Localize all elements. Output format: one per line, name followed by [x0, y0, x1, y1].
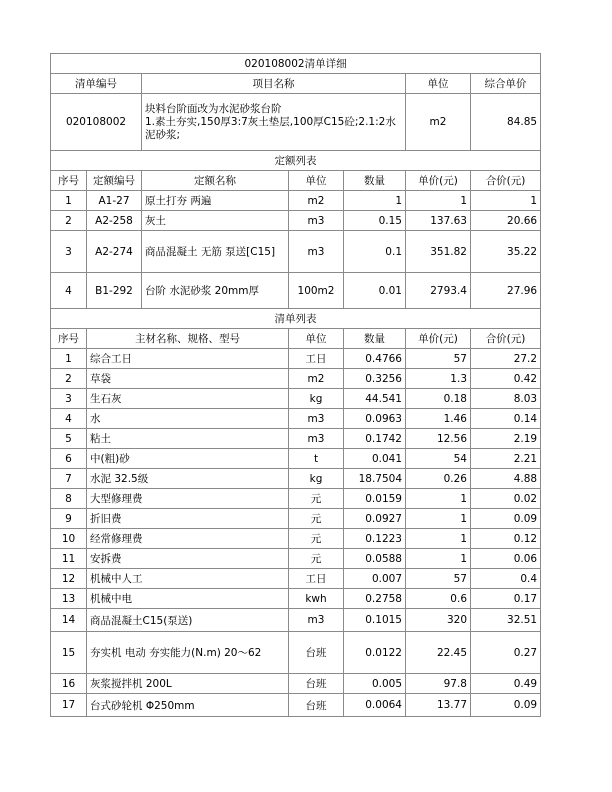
- quota-header-unit: 单位: [289, 171, 344, 191]
- material-cell-total: 0.09: [471, 509, 541, 529]
- material-row: [51, 369, 541, 389]
- material-cell-qty: 0.1742: [344, 429, 406, 449]
- material-cell-seq: 10: [51, 529, 87, 549]
- material-cell-name: 安拆费: [87, 549, 289, 569]
- quota-cell-total: 20.66: [471, 211, 541, 231]
- material-cell-unit: 元: [289, 509, 344, 529]
- material-cell-qty: 0.1223: [344, 529, 406, 549]
- material-header-total: 合价(元): [471, 329, 541, 349]
- material-cell-unit: 元: [289, 489, 344, 509]
- material-cell-qty: 18.7504: [344, 469, 406, 489]
- quota-cell-unit: m3: [289, 211, 344, 231]
- material-header-name: 主材名称、规格、型号: [87, 329, 289, 349]
- material-cell-qty: 0.4766: [344, 349, 406, 369]
- material-cell-total: 0.17: [471, 589, 541, 609]
- material-cell-price: 320: [406, 609, 471, 632]
- material-cell-qty: 44.541: [344, 389, 406, 409]
- material-cell-name: 大型修理费: [87, 489, 289, 509]
- material-cell-total: 0.06: [471, 549, 541, 569]
- material-cell-price: 0.6: [406, 589, 471, 609]
- material-cell-price: 0.26: [406, 469, 471, 489]
- material-row: [51, 349, 541, 369]
- material-cell-seq: 7: [51, 469, 87, 489]
- quota-cell-qty: 0.1: [344, 231, 406, 273]
- material-cell-qty: 0.0927: [344, 509, 406, 529]
- material-cell-name: 综合工日: [87, 349, 289, 369]
- material-cell-unit: kwh: [289, 589, 344, 609]
- material-cell-name: 中(粗)砂: [87, 449, 289, 469]
- quota-cell-qty: 1: [344, 191, 406, 211]
- material-cell-unit: kg: [289, 469, 344, 489]
- material-cell-name: 生石灰: [87, 389, 289, 409]
- material-cell-total: 8.03: [471, 389, 541, 409]
- material-row: [51, 509, 541, 529]
- quota-cell-total: 1: [471, 191, 541, 211]
- quota-header-code: 定额编号: [87, 171, 142, 191]
- material-cell-price: 13.77: [406, 694, 471, 717]
- material-cell-name: 机械中电: [87, 589, 289, 609]
- quota-cell-unit: m2: [289, 191, 344, 211]
- material-cell-price: 12.56: [406, 429, 471, 449]
- material-cell-unit: m3: [289, 429, 344, 449]
- material-cell-price: 97.8: [406, 674, 471, 694]
- material-row: [51, 489, 541, 509]
- material-cell-name: 水泥 32.5级: [87, 469, 289, 489]
- material-cell-total: 0.02: [471, 489, 541, 509]
- material-cell-total: 27.2: [471, 349, 541, 369]
- material-cell-unit: 元: [289, 529, 344, 549]
- quota-cell-code: A2-274: [87, 231, 142, 273]
- quota-cell-seq: 3: [51, 231, 87, 273]
- material-row: [51, 449, 541, 469]
- material-cell-unit: m3: [289, 409, 344, 429]
- list-item-code: 020108002: [51, 94, 142, 151]
- material-cell-seq: 6: [51, 449, 87, 469]
- material-cell-unit: 台班: [289, 674, 344, 694]
- quota-cell-seq: 4: [51, 273, 87, 309]
- material-cell-qty: 0.0159: [344, 489, 406, 509]
- material-cell-seq: 11: [51, 549, 87, 569]
- list-header-code: 清单编号: [51, 74, 142, 94]
- material-cell-unit: t: [289, 449, 344, 469]
- material-section-title: 清单列表: [51, 309, 541, 329]
- material-cell-name: 水: [87, 409, 289, 429]
- material-cell-unit: kg: [289, 389, 344, 409]
- quota-cell-price: 2793.4: [406, 273, 471, 309]
- bill-detail-table: [50, 53, 541, 717]
- material-header-seq: 序号: [51, 329, 87, 349]
- material-cell-qty: 0.0963: [344, 409, 406, 429]
- material-cell-price: 1.46: [406, 409, 471, 429]
- material-cell-seq: 15: [51, 632, 87, 674]
- material-cell-total: 2.19: [471, 429, 541, 449]
- material-row: [51, 549, 541, 569]
- list-item-unit: m2: [406, 94, 471, 151]
- material-cell-total: 0.14: [471, 409, 541, 429]
- quota-cell-code: A2-258: [87, 211, 142, 231]
- material-cell-name: 经常修理费: [87, 529, 289, 549]
- material-cell-seq: 1: [51, 349, 87, 369]
- material-rows: [51, 349, 541, 717]
- material-cell-unit: m2: [289, 369, 344, 389]
- material-cell-price: 57: [406, 349, 471, 369]
- material-cell-seq: 16: [51, 674, 87, 694]
- material-cell-unit: 台班: [289, 694, 344, 717]
- material-cell-total: 0.09: [471, 694, 541, 717]
- material-cell-name: 夯实机 电动 夯实能力(N.m) 20～62: [87, 632, 289, 674]
- quota-cell-name: 原土打夯 两遍: [142, 191, 289, 211]
- material-cell-total: 32.51: [471, 609, 541, 632]
- material-cell-unit: m3: [289, 609, 344, 632]
- material-row: [51, 389, 541, 409]
- quota-cell-name: 商品混凝土 无筋 泵送[C15]: [142, 231, 289, 273]
- material-cell-total: 0.49: [471, 674, 541, 694]
- material-cell-unit: 台班: [289, 632, 344, 674]
- quota-cell-name: 灰土: [142, 211, 289, 231]
- material-cell-qty: 0.005: [344, 674, 406, 694]
- material-cell-qty: 0.1015: [344, 609, 406, 632]
- material-header-unit: 单位: [289, 329, 344, 349]
- material-row: [51, 469, 541, 489]
- quota-cell-qty: 0.15: [344, 211, 406, 231]
- material-cell-seq: 4: [51, 409, 87, 429]
- material-cell-total: 0.4: [471, 569, 541, 589]
- list-header-price: 综合单价: [471, 74, 541, 94]
- material-cell-seq: 12: [51, 569, 87, 589]
- material-cell-qty: 0.0588: [344, 549, 406, 569]
- quota-section-title: 定额列表: [51, 151, 541, 171]
- material-cell-price: 57: [406, 569, 471, 589]
- material-cell-name: 机械中人工: [87, 569, 289, 589]
- quota-cell-total: 35.22: [471, 231, 541, 273]
- material-cell-seq: 9: [51, 509, 87, 529]
- material-cell-price: 1: [406, 489, 471, 509]
- material-cell-name: 折旧费: [87, 509, 289, 529]
- quota-cell-unit: 100m2: [289, 273, 344, 309]
- list-header-name: 项目名称: [142, 74, 406, 94]
- material-cell-total: 0.27: [471, 632, 541, 674]
- quota-header-price: 单价(元): [406, 171, 471, 191]
- material-cell-total: 0.42: [471, 369, 541, 389]
- material-row: [51, 632, 541, 674]
- list-header-unit: 单位: [406, 74, 471, 94]
- material-row: [51, 694, 541, 717]
- material-cell-seq: 17: [51, 694, 87, 717]
- quota-cell-price: 137.63: [406, 211, 471, 231]
- material-row: [51, 589, 541, 609]
- quota-cell-seq: 2: [51, 211, 87, 231]
- material-cell-total: 4.88: [471, 469, 541, 489]
- material-cell-qty: 0.0064: [344, 694, 406, 717]
- material-cell-qty: 0.0122: [344, 632, 406, 674]
- quota-header-name: 定额名称: [142, 171, 289, 191]
- material-cell-price: 54: [406, 449, 471, 469]
- material-cell-price: 0.18: [406, 389, 471, 409]
- material-cell-qty: 0.041: [344, 449, 406, 469]
- list-item-name: 块料台阶面改为水泥砂浆台阶 1.素土夯实,150厚3:7灰土垫层,100厚C15砼;2.1:2水泥砂浆;: [142, 94, 406, 151]
- material-header-qty: 数量: [344, 329, 406, 349]
- material-row: [51, 429, 541, 449]
- quota-cell-code: B1-292: [87, 273, 142, 309]
- material-header-price: 单价(元): [406, 329, 471, 349]
- material-cell-seq: 3: [51, 389, 87, 409]
- quota-cell-seq: 1: [51, 191, 87, 211]
- table-title: 020108002清单详细: [51, 54, 541, 74]
- quota-cell-code: A1-27: [87, 191, 142, 211]
- material-cell-price: 1: [406, 549, 471, 569]
- material-cell-price: 1.3: [406, 369, 471, 389]
- material-row: [51, 609, 541, 632]
- list-item-price: 84.85: [471, 94, 541, 151]
- material-cell-seq: 2: [51, 369, 87, 389]
- material-row: [51, 529, 541, 549]
- quota-cell-unit: m3: [289, 231, 344, 273]
- material-cell-name: 商品混凝土C15(泵送): [87, 609, 289, 632]
- material-cell-seq: 14: [51, 609, 87, 632]
- quota-header-total: 合价(元): [471, 171, 541, 191]
- material-cell-name: 灰浆搅拌机 200L: [87, 674, 289, 694]
- material-cell-qty: 0.007: [344, 569, 406, 589]
- quota-cell-qty: 0.01: [344, 273, 406, 309]
- material-cell-name: 粘土: [87, 429, 289, 449]
- material-cell-unit: 工日: [289, 349, 344, 369]
- material-cell-name: 草袋: [87, 369, 289, 389]
- material-cell-price: 1: [406, 509, 471, 529]
- material-cell-seq: 8: [51, 489, 87, 509]
- material-cell-total: 2.21: [471, 449, 541, 469]
- material-cell-price: 1: [406, 529, 471, 549]
- material-cell-qty: 0.3256: [344, 369, 406, 389]
- quota-cell-name: 台阶 水泥砂浆 20mm厚: [142, 273, 289, 309]
- material-row: [51, 409, 541, 429]
- material-cell-seq: 5: [51, 429, 87, 449]
- quota-header-qty: 数量: [344, 171, 406, 191]
- material-cell-unit: 元: [289, 549, 344, 569]
- material-cell-qty: 0.2758: [344, 589, 406, 609]
- material-cell-seq: 13: [51, 589, 87, 609]
- quota-cell-price: 351.82: [406, 231, 471, 273]
- quota-cell-total: 27.96: [471, 273, 541, 309]
- material-cell-total: 0.12: [471, 529, 541, 549]
- quota-header-seq: 序号: [51, 171, 87, 191]
- quota-cell-price: 1: [406, 191, 471, 211]
- material-cell-unit: 工日: [289, 569, 344, 589]
- material-cell-name: 台式砂轮机 Φ250mm: [87, 694, 289, 717]
- material-row: [51, 674, 541, 694]
- material-cell-price: 22.45: [406, 632, 471, 674]
- material-row: [51, 569, 541, 589]
